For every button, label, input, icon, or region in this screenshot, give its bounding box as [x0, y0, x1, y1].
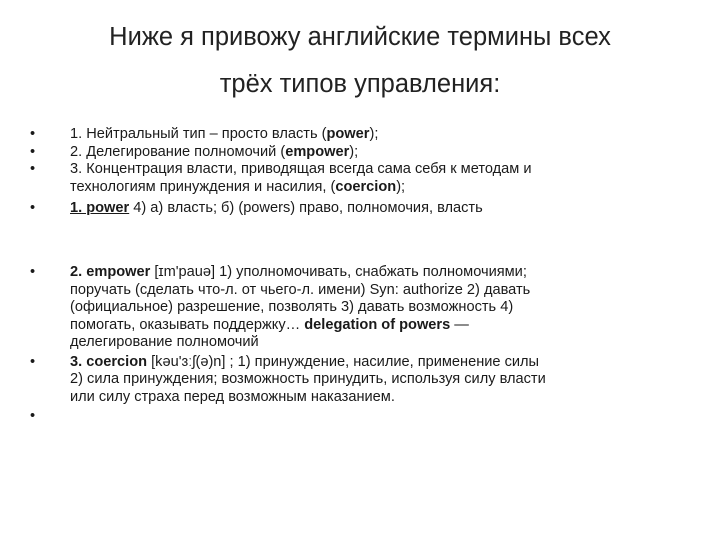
definitions-list: [24, 264, 714, 426]
item-term: 1. power: [70, 200, 130, 216]
entry-line-3: или силу страха перед возможным наказанием.: [70, 388, 395, 405]
entry-line-1: [ɪm'pauə] 1) уполномочивать, снабжать полномочиями;: [150, 264, 527, 280]
bullet: •: [30, 264, 36, 280]
entry-line-2: поручать (сделать что-л. от чьего-л. имени) Syn: authorize 2) давать: [70, 281, 531, 298]
entry-line-2: 2) сила принуждения; возможность принудить, используя силу власти: [70, 371, 546, 387]
empty-bullet-item: [24, 408, 714, 426]
item-text: 2. Делегирование полномочий (: [70, 143, 286, 160]
title-line-1: Ниже я привожу английские термины всех: [109, 23, 611, 51]
entry-line-1: [kəu'ɜːʃ(ə)n] ; 1) принуждение, насилие, применение силы: [147, 353, 540, 370]
entry-line-4: помогать, оказывать поддержку…: [70, 316, 305, 333]
entry-coercion: [24, 354, 714, 407]
item-text: 4) а) власть; б) (powers) право, полномочия, власть: [129, 200, 483, 216]
entry-line-5: делегирование полномочий: [70, 334, 259, 350]
item-text-end: );: [369, 126, 379, 142]
bullet: •: [30, 126, 36, 142]
slide-title: [40, 14, 680, 108]
list-item-power: [24, 200, 714, 218]
item-text-end: );: [349, 143, 359, 160]
bullet: •: [30, 143, 36, 160]
entry-term: 2. empower: [70, 264, 151, 280]
item-term: coercion: [335, 178, 397, 195]
entry-line-3: (официальное) разрешение, позволять 3) давать возможность 4): [70, 299, 514, 315]
list-item-neutral: [24, 126, 714, 144]
bullet: •: [30, 353, 36, 370]
item-term: empower: [285, 143, 350, 160]
item-text-end: );: [396, 178, 406, 195]
terms-list: [24, 126, 714, 218]
item-text: 1. Нейтральный тип – просто власть (: [70, 126, 327, 142]
list-item-concentration: [24, 161, 714, 196]
bullet: •: [30, 408, 36, 424]
title-line-2: трёх типов управления:: [219, 70, 501, 98]
item-text-line-1: 3. Концентрация власти, приводящая всегда сама себя к методам и: [70, 161, 532, 177]
entry-subterm: delegation of powers: [304, 316, 451, 333]
item-text-line-2: технологиям принуждения и насилия, (: [70, 178, 336, 195]
bullet: •: [30, 161, 36, 177]
bullet: •: [30, 200, 36, 216]
item-term: power: [326, 126, 370, 142]
entry-term: 3. coercion: [70, 353, 148, 370]
list-item-delegation: [24, 144, 714, 162]
entry-line-4-end: —: [450, 316, 469, 333]
entry-empower: [24, 264, 714, 352]
